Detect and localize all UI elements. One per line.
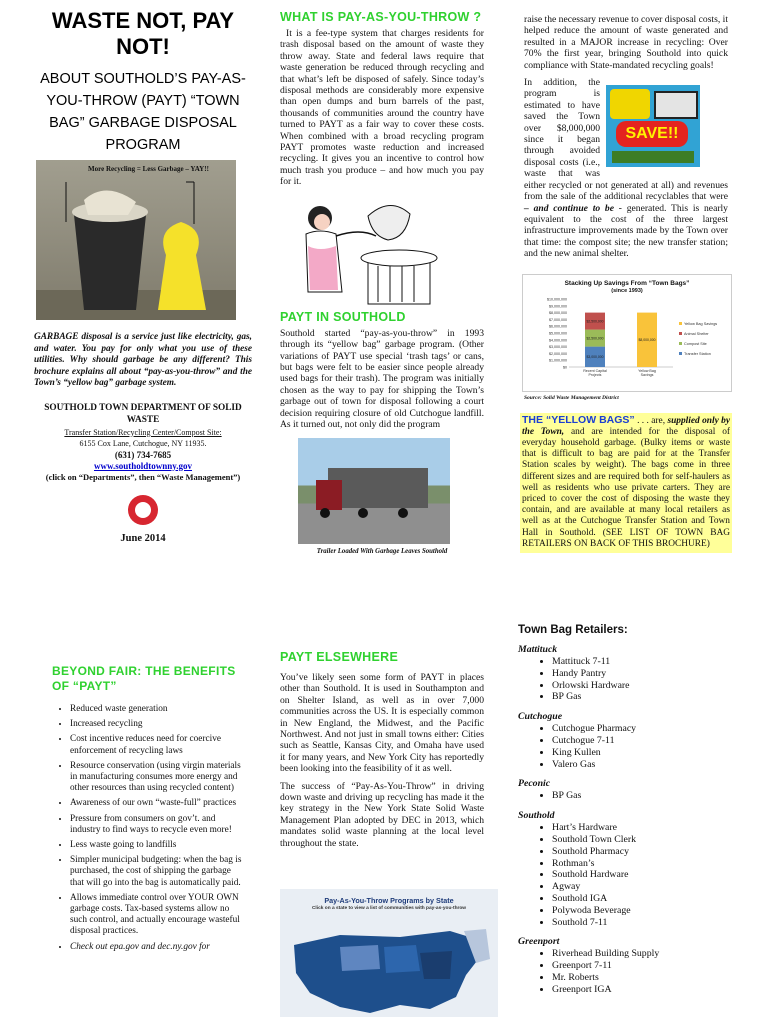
category-label: Yellow Bag [638,368,656,373]
y-tick-label: $4,000,000 [549,337,567,342]
elsewhere-text-2: The success of “Pay-As-You-Throw” in driving down waste and driving up recycling has made it the key strategy in the New York State Solid Waste Management Plan adopted by DEC in 2013, which mandates solid waste planning at the local level throughout the state. [280,780,484,849]
heading-payt-elsewhere: PAYT ELSEWHERE [280,650,399,664]
benefit-item: • Allows immediate control over YOUR OWN garbage costs. Tax-based systems allow no such control, and actually encourage wasteful disposal practices. [70,893,242,938]
savings-text: SAVE!! In addition, the program is estimated to have saved the Town over $8,000,000 since it began through avoided disposal costs (i.e., waste that was either recycled or not generated at all) and revenues from the sale of the additional recyclables that were – and continue to be - generated. This is nearly equivalent to the cost of the three largest infrastructure improvements made by the Town over that time: the compost site; the new transfer station; and the new animal shelter. [524,77,728,260]
benefit-item: • Increased recycling [70,719,242,730]
panel-what-is-payt [280,10,484,555]
retailer-item: • Polywoda Beverage [552,905,738,917]
legend-swatch [679,322,682,325]
y-tick-label: $5,000,000 [549,331,567,336]
address: 6155 Cox Lane, Cutchogue, NY 11935. [79,438,207,448]
retailer-item: • Southold Hardware [552,869,738,881]
category-label: Savings [640,372,654,377]
benefit-item: • Reduced waste generation [70,704,242,715]
y-tick-label: $3,000,000 [549,344,567,349]
y-tick-label: $9,000,000 [549,303,567,308]
panel-cover [34,8,252,588]
retailer-town: Peconic [518,778,551,790]
category-label: Recent Capital [583,368,607,373]
heading-payt-in-southold: PAYT IN SOUTHOLD [280,309,406,324]
website-instructions: (click on “Departments”, then “Waste Management”) [45,471,241,482]
retailer-list [518,948,738,995]
y-tick-label: $7,000,000 [549,317,567,322]
retailer-item: • Southold IGA [552,893,738,905]
elsewhere-text-1: You’ve likely seen some form of PAYT in places other than Southold. It is used in Southampton and on Shelter Island, as well as in over 7,000 communities across the US. It is especially common in New England, the Midwest, and the Pacific Northwest. And not just in small towns either: Cities such as Seattle, Kansas City, and Omaha have used it for many years, and New York City has reportedly been looking into the feasibility of it as well. [280,672,484,775]
y-tick-label: $1,000,000 [549,358,567,363]
retailer-item: • Cutchogue Pharmacy [552,723,738,735]
woman-trash-cartoon [280,196,484,308]
panel-retailers [518,624,738,1004]
retailer-group [518,778,738,802]
website-link[interactable]: www.southoldtownny.gov [93,460,193,471]
retailer-item: • Southold Town Clerk [552,834,738,846]
retailer-item: • Orlowski Hardware [552,680,738,692]
chart-title: Stacking Up Savings From “Town Bags” [564,279,690,287]
panel-elsewhere [280,650,484,1017]
retailer-item: • Handy Pantry [552,668,738,680]
garbage-truck-photo [298,438,450,544]
retailer-item: • Hart’s Hardware [552,822,738,834]
data-label: $8,000,000 [638,337,656,342]
retailer-list [518,790,738,802]
retailer-item: • Southold 7-11 [552,917,738,929]
legend-swatch [679,352,682,355]
payt-in-southold-text: Southold started “pay-as-you-throw” in 1993 through its “yellow bag” garbage program. (Other variations of PAYT use special ‘trash tags’ or cans, but bags were felt to be easier since people already used bags for their trash). The program was initially chosen as the way to pay for shipping the Town’s garbage out of town for disposal following a court decision requiring closure of old Cutchogue landfill. As it turned out, not only did the program [280,327,484,430]
retailer-list [518,723,738,770]
retailer-groups [518,644,738,996]
map-title: Pay-As-You-Throw Programs by State [324,896,454,906]
what-is-payt-text: It is a fee-type system that charges residents for trash disposal based on the amount of waste they throw away. State and federal laws require that waste generation be reduced through recycling and that what’s left be disposed of safely. Since today’s disposal methods are considerably more expensive than open dumps and burn barrels of the past, thousands of communities around the country have turned to PAYT as a fair way to cover these costs. When combined with a broad recycling program PAYT promotes waste reduction and increased recycling. It gives you an incentive to control how much trash you produce – and how much you pay for it. [280,28,484,188]
phone-number: (631) 734-7685 [114,449,172,460]
heading-what-is-payt: WHAT IS PAY-AS-YOU-THROW ? [280,10,482,24]
truck-caption: Trailer Loaded With Garbage Leaves Southold [316,548,448,556]
benefit-item: • Awareness of our own “waste-full” practices [70,798,242,809]
data-label: $3,000,000 [586,354,604,359]
benefits-list [52,704,242,953]
brochure-subtitle: ABOUT SOUTHOLD’S PAY-AS-YOU-THROW (PAYT) “TOWN BAG” GARBAGE DISPOSAL PROGRAM [40,71,246,153]
town-seal [128,495,158,525]
retailer-item: • Greenport IGA [552,984,738,996]
chart-plot [523,275,731,391]
retailer-list [518,656,738,703]
y-tick-label: $0 [563,365,567,370]
retailer-item: • BP Gas [552,691,738,703]
data-label: $2,500,000 [586,335,604,340]
photo-caption: More Recycling = Less Garbage – YAY!! [88,165,209,173]
facility-label: Transfer Station/Recycling Center/Compost Site: [64,427,222,437]
retailer-group [518,810,738,928]
legend-swatch [679,342,682,345]
y-tick-label: $6,000,000 [549,324,567,329]
benefit-item: • Resource conservation (using virgin materials in manufacturing consumes more energy and other resources than using recycled content) [70,761,242,795]
legend-label: Transfer Station [684,351,711,356]
benefit-item: • Less waste going to landfills [70,840,242,851]
intro-paragraph: GARBAGE disposal is a service just like electricity, gas, and water. You pay for only what you use of these utilities. Why should garbage be any different? This brochure explains all about “pay-as-you-throw” and the Town’s “yellow bag” garbage system. [34,332,252,388]
save-badge: SAVE!! [616,121,688,147]
retailer-item: • Riverhead Building Supply [552,948,738,960]
continued-text-1: raise the necessary revenue to cover disposal costs, it helped reduce the amount of waste generated and resulted in a MAJOR increase in recycling: Over 70% the first year, bringing Southold into quick compliance with State-mandated recycling goals! [524,14,728,71]
us-map-shape [280,917,498,1017]
y-tick-label: $2,000,000 [549,351,567,356]
legend-swatch [679,332,682,335]
heading-benefits: BEYOND FAIR: THE BENEFITS OF “PAYT” [52,664,236,693]
retailer-item: • Valero Gas [552,759,738,771]
retailer-item: • Southold Pharmacy [552,846,738,858]
legend-label: Animal Shelter [684,331,709,336]
retailer-town: Southold [518,810,555,822]
benefit-item: • Simpler municipal budgeting: when the bag is purchased, the cost of shipping the garbage that will go into the bag is automatically paid. [70,855,242,889]
retailer-group [518,644,738,703]
legend-label: Compost Site [684,341,707,346]
retailer-item: • Mr. Roberts [552,972,738,984]
benefit-item: • Check out epa.gov and dec.ny.gov for [70,942,242,953]
benefit-item: • Pressure from consumers on gov’t. and industry to find ways to recycle even more! [70,814,242,836]
legend-label: Yellow Bag Savings [684,321,718,326]
savings-chart [522,274,732,392]
chart-subtitle: (since 1993) [611,287,643,294]
retailer-item: • King Kullen [552,747,738,759]
category-label: Projects [588,372,602,377]
retailer-item: • Agway [552,881,738,893]
retailer-item: • BP Gas [552,790,738,802]
retailer-item: • Greenport 7-11 [552,960,738,972]
retailer-list [518,822,738,928]
brochure-title: WASTE NOT, PAY NOT! [51,8,235,59]
retailer-town: Greenport [518,936,560,948]
data-label: $2,500,000 [586,318,604,323]
retailer-group [518,936,738,995]
retailer-item: • Cutchogue 7-11 [552,735,738,747]
recycling-bins-photo [36,160,236,320]
yellow-bags-box: THE “YELLOW BAGS” . . . are, supplied only by the Town, and are intended for the disposal of everyday household garbage. (Bulky items or waste that is difficult to bag are paid for at the Transfer Station scales by weight). The bags come in three different sizes and are required both for self-haulers as well as residents who use private carters. They are priced to cover the cost of disposing the waste they contain, and are available at many local retailers as well as at the Cutchogue Transfer Station and Town Hall in Southold. (SEE LIST OF TOWN BAG RETAILERS ON BACK OF THIS BROCHURE) [520,413,732,553]
retailer-town: Cutchogue [518,711,563,723]
y-tick-label: $10,000,000 [547,297,567,302]
chart-source: Source: Solid Waste Management District [524,394,619,401]
retailer-item: • Mattituck 7-11 [552,656,738,668]
map-subtitle: Click on a state to view a list of communities with pay-as-you-throw [311,906,467,912]
retailer-town: Mattituck [518,644,558,655]
retailer-item: • Rothman’s [552,858,738,870]
benefit-item: • Cost incentive reduces need for coercive enforcement of recycling laws [70,734,242,756]
publication-date: June 2014 [120,532,166,544]
department-name: SOUTHOLD TOWN DEPARTMENT OF SOLID WASTE [44,402,242,425]
y-tick-label: $8,000,000 [549,310,567,315]
retailer-group [518,711,738,770]
panel-savings [522,14,731,553]
retailers-heading: Town Bag Retailers: [518,624,628,636]
save-badge-graphic [606,85,700,167]
panel-benefits [52,664,242,957]
payt-state-map [280,889,498,1017]
yellow-bags-lead: THE “YELLOW BAGS” [522,413,635,426]
bins-illustration [36,160,236,320]
